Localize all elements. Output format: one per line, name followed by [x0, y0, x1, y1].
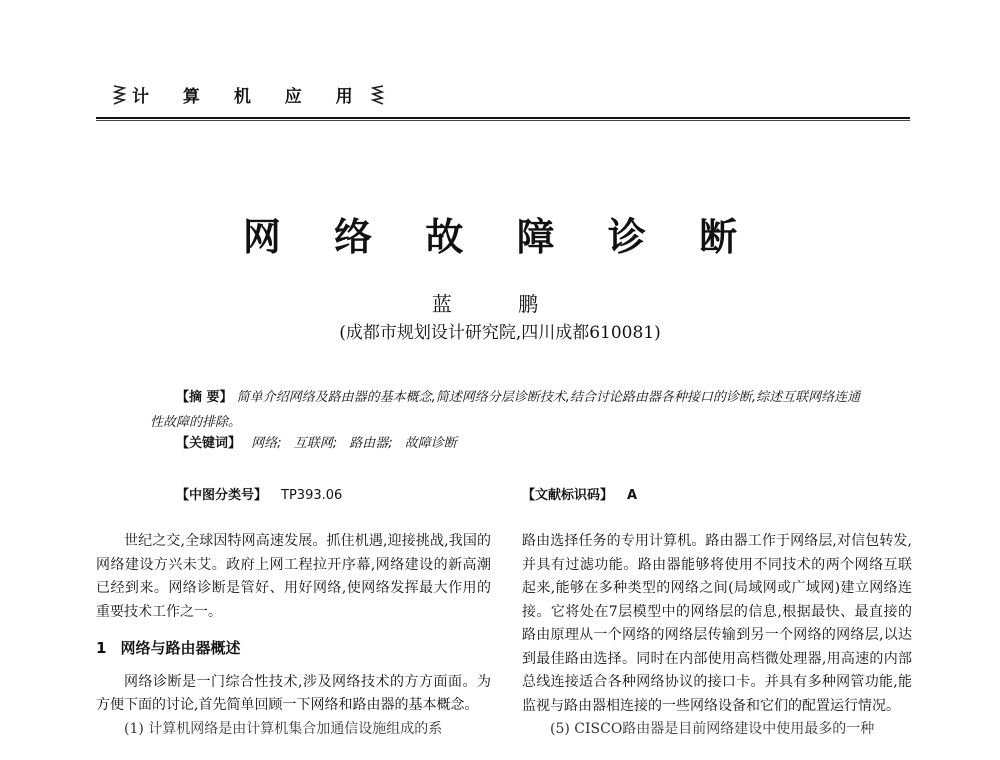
section-heading	[96, 637, 491, 661]
classification-value: TP393.06	[281, 488, 343, 503]
document-code-value: A	[627, 488, 638, 503]
article-author: 蓝 鹏	[431, 292, 569, 316]
document-code	[522, 484, 637, 503]
section-title: 网络与路由器概述	[120, 639, 241, 657]
journal-section-label: 计 算 机 应 用	[132, 87, 367, 107]
left-ornament-icon	[112, 84, 126, 106]
running-header	[112, 82, 385, 107]
section-number: 1	[96, 639, 107, 657]
abstract-label: 【摘 要】	[176, 390, 233, 405]
body-paragraph-partial: (1) 计算机网络是由计算机集合加通信设施组成的系	[124, 720, 443, 737]
keyword-item: 故障诊断	[404, 436, 457, 451]
document-code-label: 【文献标识码】	[522, 488, 614, 503]
keyword-item: 路由器;	[349, 436, 393, 451]
body-paragraph: 路由选择任务的专用计算机。路由器工作于网络层,对信包转发,并具有过滤功能。路由器能够将使用不同技术的两个网络互联起来,能够在多种类型的网络之间(局域网或广域网)建立网络连接。它将处在7层模型中的网络层的信息,根据最快、最直接的路由原理从一个网络的网络层传输到另一个网络的网络层,以达到最佳路由选择。同时在内部使用高档微处理器,用高速的内部总线连接适合各种网络协议的接口卡。并具有多种网管功能,能监视与路由器相连接的一些网络设备和它们的配置运行情况。	[522, 533, 912, 714]
body-paragraph-partial: (5) CISCO路由器是目前网络建设中使用最多的一种	[550, 721, 875, 737]
right-ornament-icon	[371, 84, 385, 106]
classification-label: 【中图分类号】	[176, 488, 268, 503]
keywords	[176, 432, 465, 451]
header-rule-thin	[96, 120, 910, 121]
body-column-left	[96, 530, 491, 741]
keyword-item: 互联网;	[293, 436, 338, 451]
body-paragraph: 世纪之交,全球因特网高速发展。抓住机遇,迎接挑战,我国的网络建设方兴未艾。政府上网工程拉开序幕,网络建设的新高潮已经到来。网络诊断是管好、用好网络,使网络发挥最大作用的重要技术工作之一。	[96, 533, 491, 620]
keyword-item: 网络;	[251, 436, 282, 451]
article-title: 网 络 故 障 诊 断	[242, 214, 758, 259]
classification-number	[176, 484, 342, 503]
header-rule	[96, 117, 910, 119]
body-paragraph: 网络诊断是一门综合性技术,涉及网络技术的方方面面。为方便下面的讨论,首先简单回顾一下网络和路由器的基本概念。	[96, 673, 491, 713]
author-affiliation: (成都市规划设计研究院,四川成都610081)	[339, 323, 661, 343]
body-column-right	[522, 530, 912, 742]
keywords-label: 【关键词】	[176, 436, 242, 451]
abstract-text: 简单介绍网络及路由器的基本概念,简述网络分层诊断技术,结合讨论路由器各种接口的诊断,综述互联网络连通性故障的排除。	[150, 390, 861, 430]
abstract	[150, 385, 870, 435]
